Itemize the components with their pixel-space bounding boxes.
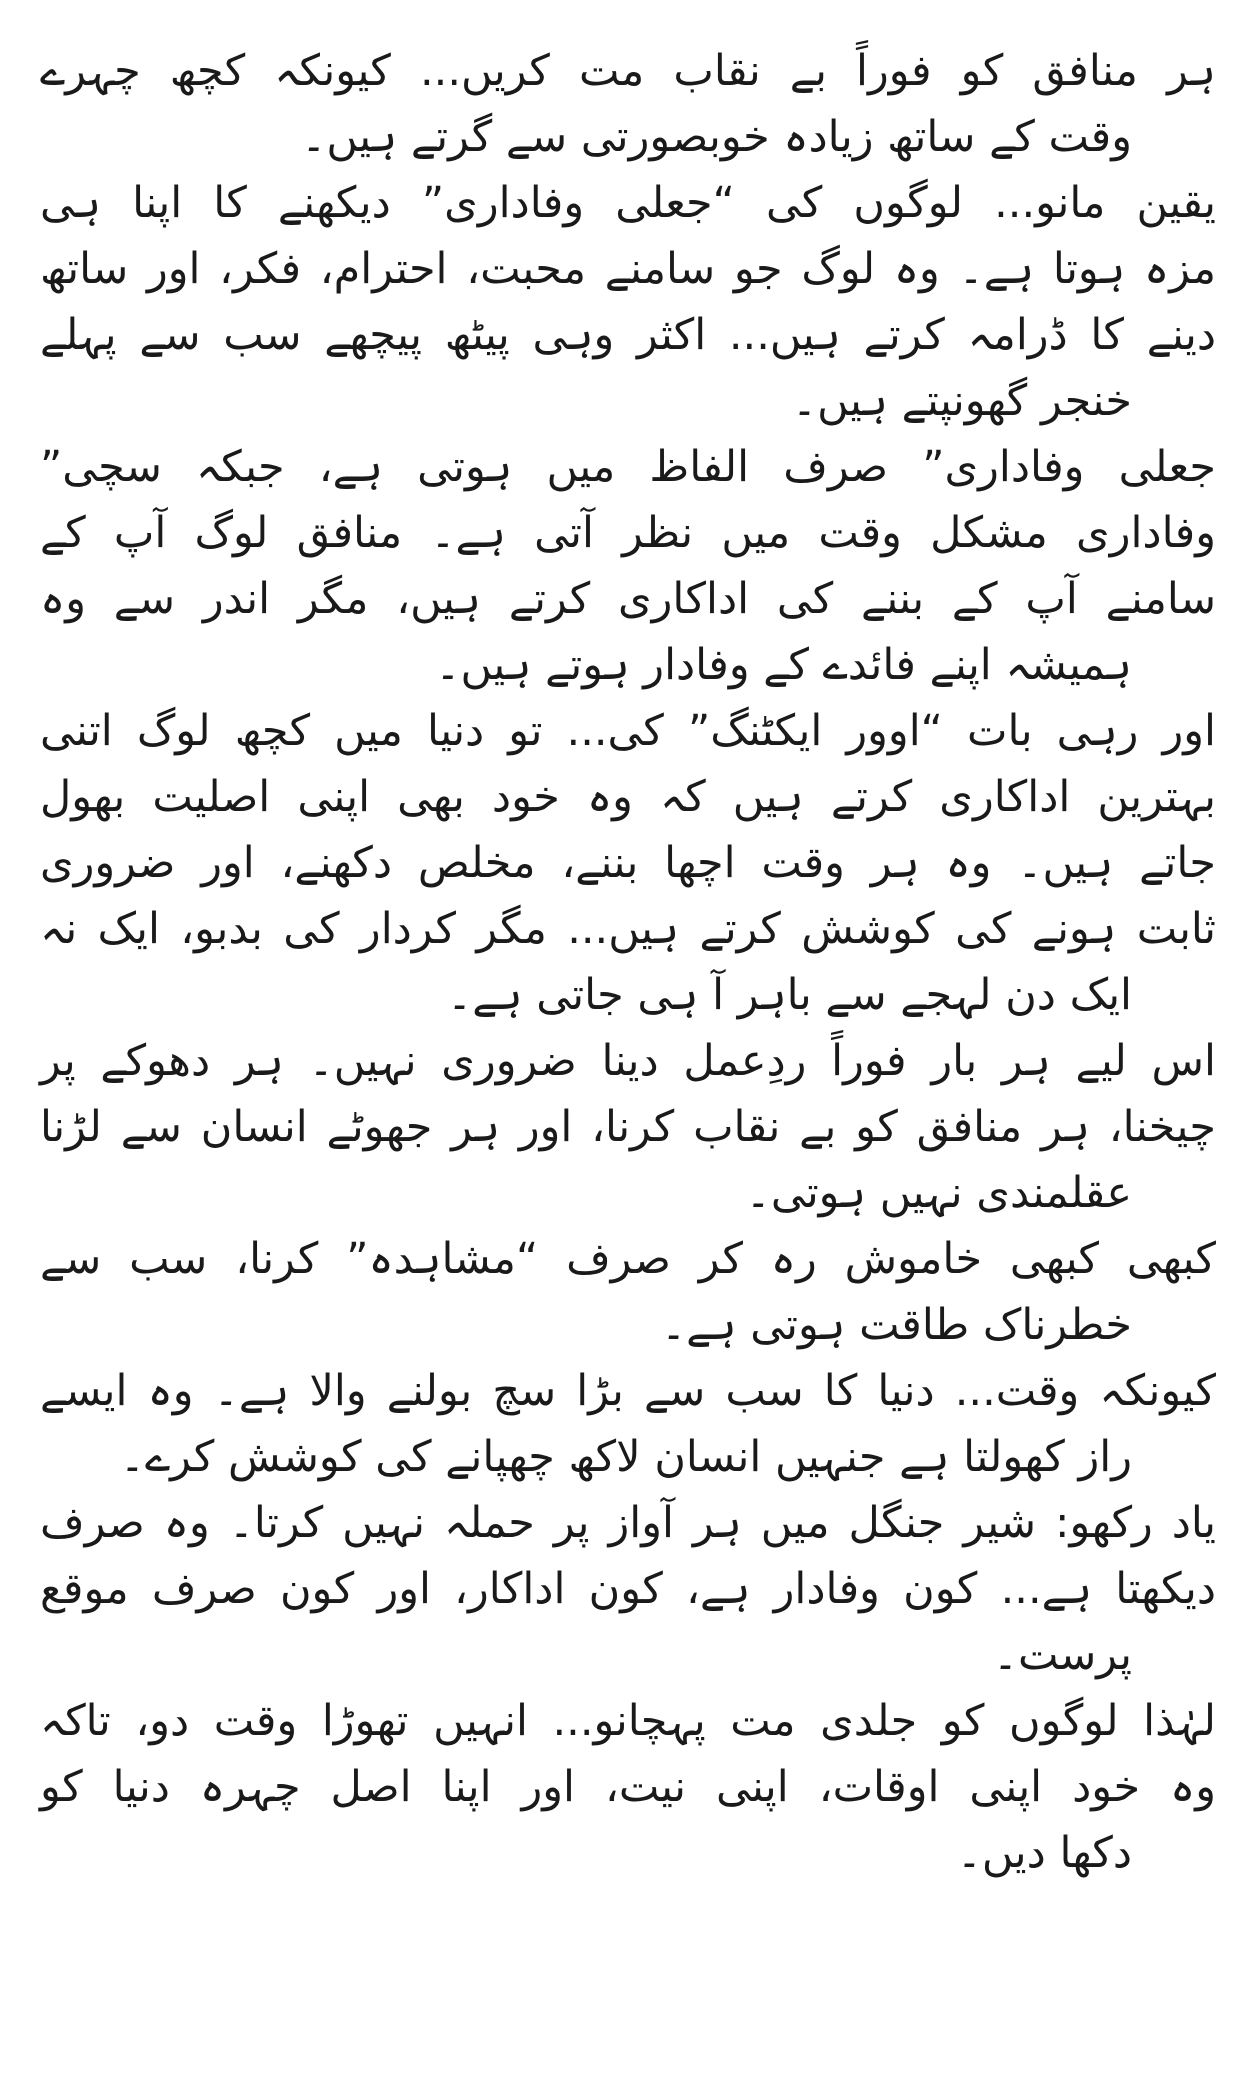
- text-line: پرست۔: [992, 1630, 1132, 1680]
- text-line: وفاداری مشکل وقت میں نظر آتی ہے۔ منافق لوگ آپ کے: [40, 508, 1216, 558]
- text-line: ایک دن لہجے سے باہر آ ہی جاتی ہے۔: [447, 970, 1132, 1020]
- text-line: عقلمندی نہیں ہوتی۔: [745, 1168, 1132, 1218]
- text-line: دیکھتا ہے... کون وفادار ہے، کون اداکار، اور کون صرف موقع: [40, 1564, 1216, 1614]
- text-line: کبھی کبھی خاموش رہ کر صرف “مشاہدہ” کرنا، سب سے: [40, 1234, 1216, 1284]
- text-line: چیخنا، ہر منافق کو بے نقاب کرنا، اور ہر جھوٹے انسان سے لڑنا: [40, 1102, 1216, 1152]
- text-line: وہ خود اپنی اوقات، اپنی نیت، اور اپنا اصل چہرہ دنیا کو: [40, 1762, 1216, 1812]
- text-line: راز کھولتا ہے جنہیں انسان لاکھ چھپانے کی کوشش کرے۔: [119, 1432, 1132, 1482]
- text-line: اور رہی بات “اوور ایکٹنگ” کی... تو دنیا میں کچھ لوگ اتنی: [40, 706, 1216, 756]
- text-line: خطرناک طاقت ہوتی ہے۔: [660, 1300, 1132, 1350]
- text-line: وقت کے ساتھ زیادہ خوبصورتی سے گرتے ہیں۔: [301, 112, 1132, 162]
- text-line: ہمیشہ اپنے فائدے کے وفادار ہوتے ہیں۔: [435, 640, 1132, 690]
- text-line: اس لیے ہر بار فوراً ردِعمل دینا ضروری نہیں۔ ہر دھوکے پر: [40, 1036, 1216, 1086]
- text-line: مزہ ہوتا ہے۔ وہ لوگ جو سامنے محبت، احترام، فکر، اور ساتھ: [40, 244, 1216, 294]
- text-line: دینے کا ڈرامہ کرتے ہیں... اکثر وہی پیٹھ پیچھے سب سے پہلے: [40, 310, 1216, 360]
- text-line: ہر منافق کو فوراً بے نقاب مت کریں... کیونکہ کچھ چہرے: [40, 46, 1216, 96]
- text-line: کیونکہ وقت... دنیا کا سب سے بڑا سچ بولنے والا ہے۔ وہ ایسے: [40, 1366, 1216, 1416]
- text-line: یاد رکھو: شیر جنگل میں ہر آواز پر حملہ نہیں کرتا۔ وہ صرف: [40, 1498, 1216, 1548]
- text-line: جعلی وفاداری” صرف الفاظ میں ہوتی ہے، جبکہ سچی”: [40, 442, 1216, 492]
- text-line: لہٰذا لوگوں کو جلدی مت پہچانو... انہیں تھوڑا وقت دو، تاکہ: [40, 1696, 1216, 1746]
- text-line: سامنے آپ کے بننے کی اداکاری کرتے ہیں، مگر اندر سے وہ: [40, 574, 1216, 624]
- text-line: دکھا دیں۔: [956, 1828, 1132, 1878]
- text-line: جاتے ہیں۔ وہ ہر وقت اچھا بننے، مخلص دکھنے، اور ضروری: [40, 838, 1216, 888]
- text-line: بہترین اداکاری کرتے ہیں کہ وہ خود بھی اپنی اصلیت بھول: [40, 772, 1216, 822]
- text-line: خنجر گھونپتے ہیں۔: [791, 376, 1132, 426]
- text-line: یقین مانو... لوگوں کی “جعلی وفاداری” دیکھنے کا اپنا ہی: [40, 178, 1216, 228]
- text-line: ثابت ہونے کی کوشش کرتے ہیں... مگر کردار کی بدبو، ایک نہ: [40, 904, 1216, 954]
